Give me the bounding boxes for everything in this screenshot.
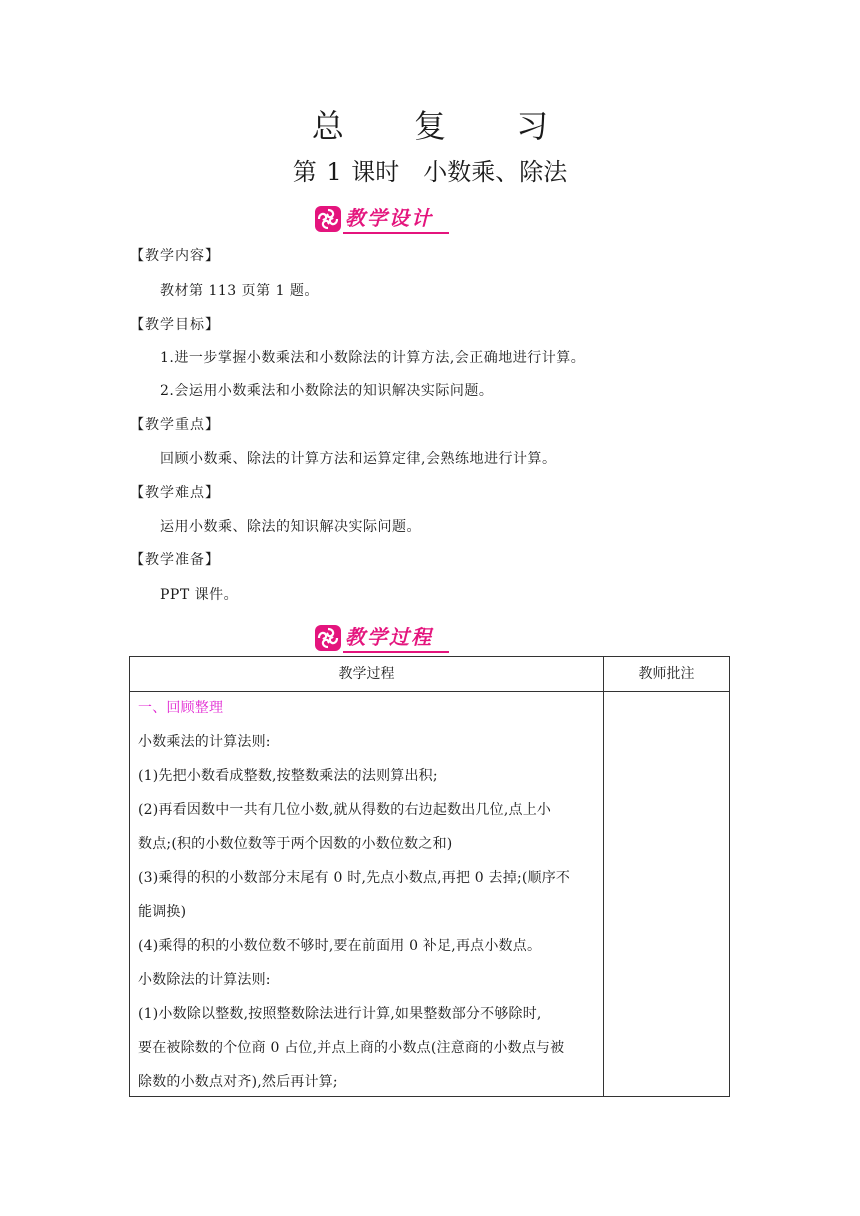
banner-underline — [343, 651, 449, 653]
table-line: 除数的小数点对齐),然后再计算; — [138, 1074, 338, 1090]
section-difficulty-text: 运用小数乘、除法的知识解决实际问题。 — [160, 519, 421, 535]
section-difficulty-heading: 【教学难点】 — [130, 485, 220, 501]
table-header-note: 教师批注 — [638, 666, 695, 682]
table-line: 小数乘法的计算法则: — [138, 734, 271, 750]
process-table — [129, 656, 730, 1097]
table-line: (3)乘得的积的小数部分末尾有 0 时,先点小数点,再把 0 去掉;(顺序不 — [138, 870, 571, 886]
section-content-heading: 【教学内容】 — [130, 248, 220, 264]
table-line: (1)小数除以整数,按照整数除法进行计算,如果整数部分不够除时, — [138, 1006, 542, 1022]
lesson-subtitle: 第 1 课时 小数乘、除法 — [292, 158, 568, 186]
table-header-divider — [130, 691, 729, 692]
section-goals-heading: 【教学目标】 — [130, 317, 220, 333]
banner-teaching-process — [313, 624, 449, 652]
goal-item-1: 1.进一步掌握小数乘法和小数除法的计算方法,会正确地进行计算。 — [160, 350, 586, 366]
table-line: (4)乘得的积的小数位数不够时,要在前面用 0 补足,再点小数点。 — [138, 938, 542, 954]
table-column-divider — [603, 657, 604, 1096]
banner-label: 教学设计 — [345, 206, 433, 230]
section-content-text: 教材第 113 页第 1 题。 — [160, 283, 319, 299]
table-header-process: 教学过程 — [338, 666, 395, 682]
section-keypoint-text: 回顾小数乘、除法的计算方法和运算定律,会熟练地进行计算。 — [160, 451, 557, 467]
section-prep-heading: 【教学准备】 — [130, 552, 220, 568]
table-line: (1)先把小数看成整数,按整数乘法的法则算出积; — [138, 768, 438, 784]
section-prep-text: PPT 课件。 — [160, 587, 239, 603]
table-process-cell — [138, 695, 598, 1103]
goal-item-2: 2.会运用小数乘法和小数除法的知识解决实际问题。 — [160, 383, 494, 399]
swirl-logo-icon — [315, 206, 341, 232]
banner-underline — [343, 232, 449, 234]
banner-teaching-design — [313, 205, 449, 233]
review-heading: 一、回顾整理 — [138, 700, 224, 716]
section-keypoint-heading: 【教学重点】 — [130, 417, 220, 433]
table-line: (2)再看因数中一共有几位小数,就从得数的右边起数出几位,点上小 — [138, 802, 552, 818]
table-line: 数点;(积的小数位数等于两个因数的小数位数之和) — [138, 836, 453, 852]
swirl-logo-icon — [315, 625, 341, 651]
page-title: 总 复 习 — [311, 107, 579, 145]
table-line: 能调换) — [138, 904, 187, 920]
table-line: 要在被除数的个位商 0 占位,并点上商的小数点(注意商的小数点与被 — [138, 1040, 565, 1056]
banner-label: 教学过程 — [345, 625, 433, 649]
table-line: 小数除法的计算法则: — [138, 972, 271, 988]
